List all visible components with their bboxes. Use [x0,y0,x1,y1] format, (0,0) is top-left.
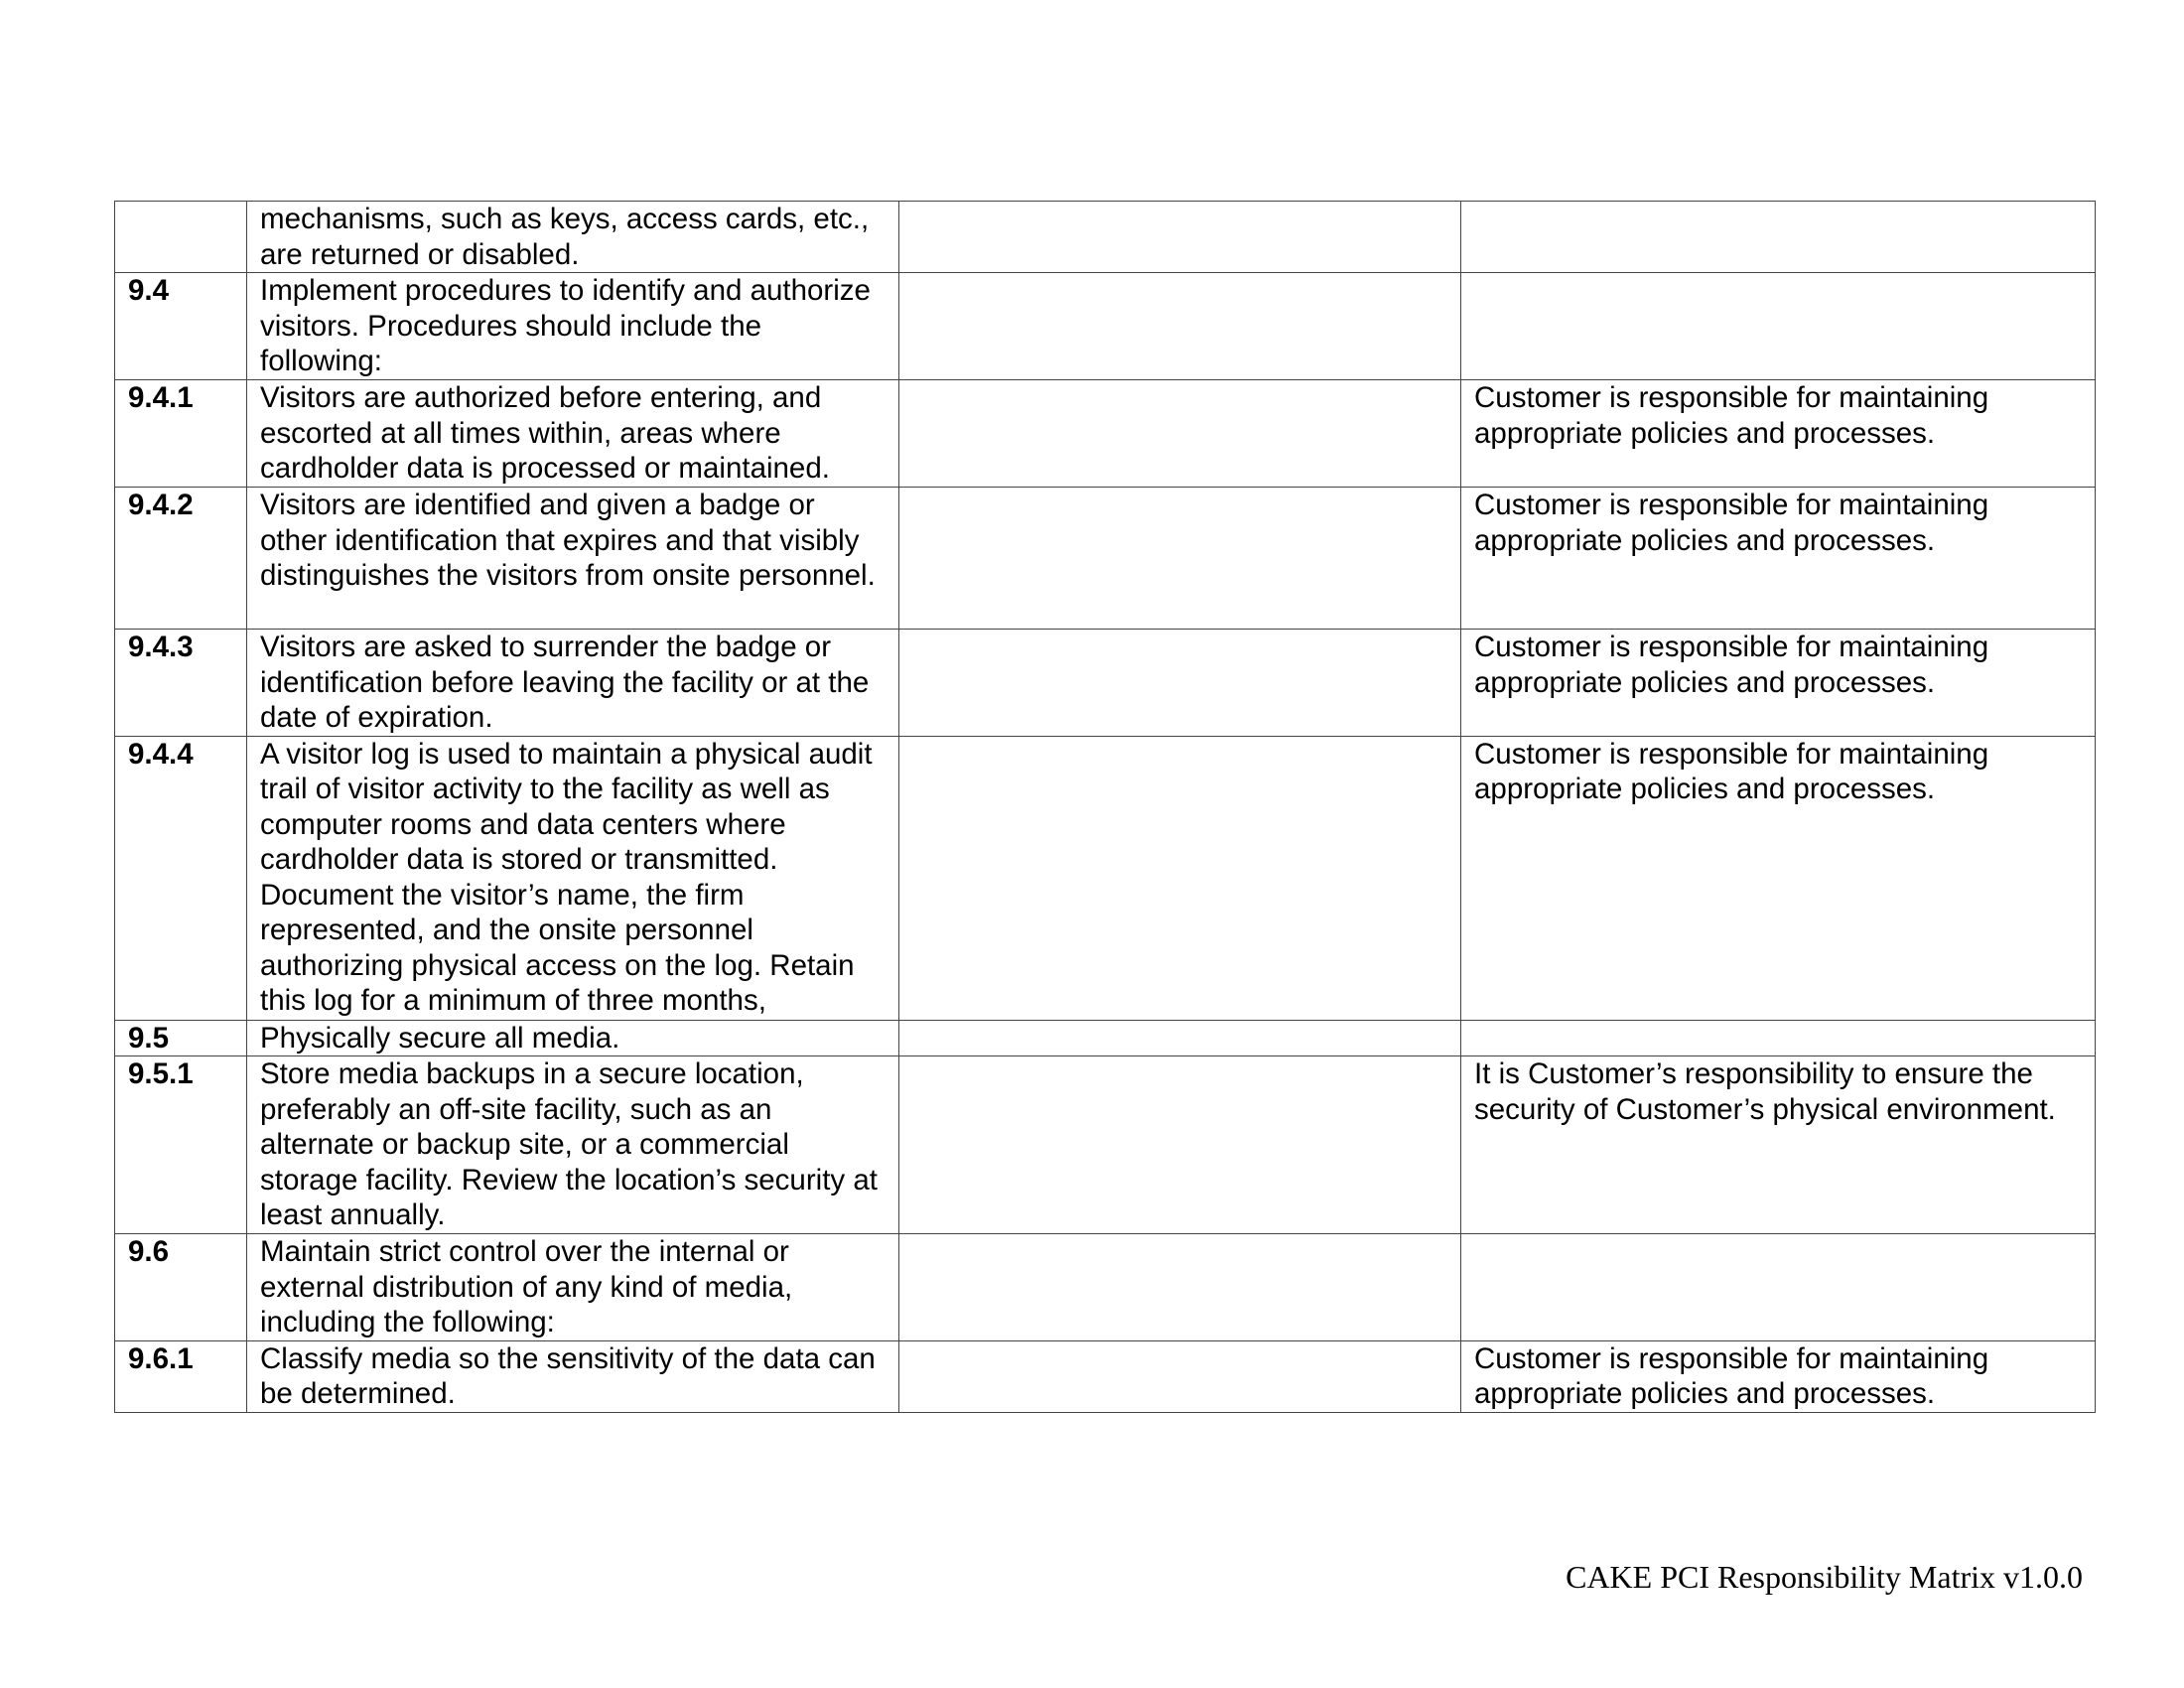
requirement-text-cell: Store media backups in a secure location, preferably an off-site facility, such as an alternate or backup site, or a commercial storage facility. Review the location’s security at least annually. [247,1056,899,1234]
provider-responsibility-cell [899,1340,1461,1412]
customer-responsibility-cell: Customer is responsible for maintaining appropriate policies and processes. [1461,380,2096,488]
customer-responsibility-cell: It is Customer’s responsibility to ensure the security of Customer’s physical environment. [1461,1056,2096,1234]
provider-responsibility-cell [899,630,1461,737]
customer-responsibility-cell: Customer is responsible for maintaining appropriate policies and processes. [1461,736,2096,1020]
table-row [115,1056,2096,1234]
table-row [115,630,2096,737]
requirement-text-cell: Classify media so the sensitivity of the data can be determined. [247,1340,899,1412]
responsibility-matrix-table [114,201,2096,1413]
provider-responsibility-cell [899,488,1461,630]
document-footer: CAKE PCI Responsibility Matrix v1.0.0 [1566,1559,2083,1595]
provider-responsibility-cell [899,380,1461,488]
customer-responsibility-cell: Customer is responsible for maintaining appropriate policies and processes. [1461,1340,2096,1412]
requirement-text-cell: Implement procedures to identify and authorize visitors. Procedures should include the following: [247,273,899,380]
provider-responsibility-cell [899,273,1461,380]
requirement-id-cell: 9.4 [115,273,247,380]
requirement-id-cell: 9.6.1 [115,1340,247,1412]
customer-responsibility-cell: Customer is responsible for maintaining appropriate policies and processes. [1461,488,2096,630]
customer-responsibility-cell [1461,202,2096,273]
requirement-id-cell: 9.5.1 [115,1056,247,1234]
requirement-id-cell: 9.4.1 [115,380,247,488]
table-row [115,273,2096,380]
customer-responsibility-cell [1461,1234,2096,1341]
provider-responsibility-cell [899,1234,1461,1341]
table-row [115,380,2096,488]
requirement-text-cell: Maintain strict control over the internal or external distribution of any kind of media, including the following: [247,1234,899,1341]
provider-responsibility-cell [899,1056,1461,1234]
table-row [115,736,2096,1020]
provider-responsibility-cell [899,1020,1461,1056]
provider-responsibility-cell [899,202,1461,273]
provider-responsibility-cell [899,736,1461,1020]
table-row [115,1020,2096,1056]
requirement-id-cell: 9.4.2 [115,488,247,630]
requirement-id-cell: 9.4.4 [115,736,247,1020]
requirement-id-cell: 9.4.3 [115,630,247,737]
table-row [115,202,2096,273]
requirement-text-cell: Visitors are identified and given a badge or other identification that expires and that visibly distinguishes the visitors from onsite personnel. [247,488,899,630]
customer-responsibility-cell: Customer is responsible for maintaining appropriate policies and processes. [1461,630,2096,737]
customer-responsibility-cell [1461,1020,2096,1056]
table-row [115,488,2096,630]
requirement-id-cell: 9.5 [115,1020,247,1056]
requirement-text-cell: Visitors are asked to surrender the badge or identification before leaving the facility or at the date of expiration. [247,630,899,737]
requirement-text-cell: Physically secure all media. [247,1020,899,1056]
table-row [115,1234,2096,1341]
requirement-id-cell [115,202,247,273]
table-row [115,1340,2096,1412]
customer-responsibility-cell [1461,273,2096,380]
table-body [115,202,2096,1413]
requirement-text-cell: A visitor log is used to maintain a physical audit trail of visitor activity to the facility as well as computer rooms and data centers where cardholder data is stored or transmitted. Document the visitor’s name, the firm represented, and the onsite personnel authorizing physical access on the log. Retain this log for a minimum of three months, [247,736,899,1020]
requirement-id-cell: 9.6 [115,1234,247,1341]
requirement-text-cell: Visitors are authorized before entering, and escorted at all times within, areas where cardholder data is processed or maintained. [247,380,899,488]
requirement-text-cell: mechanisms, such as keys, access cards, etc., are returned or disabled. [247,202,899,273]
